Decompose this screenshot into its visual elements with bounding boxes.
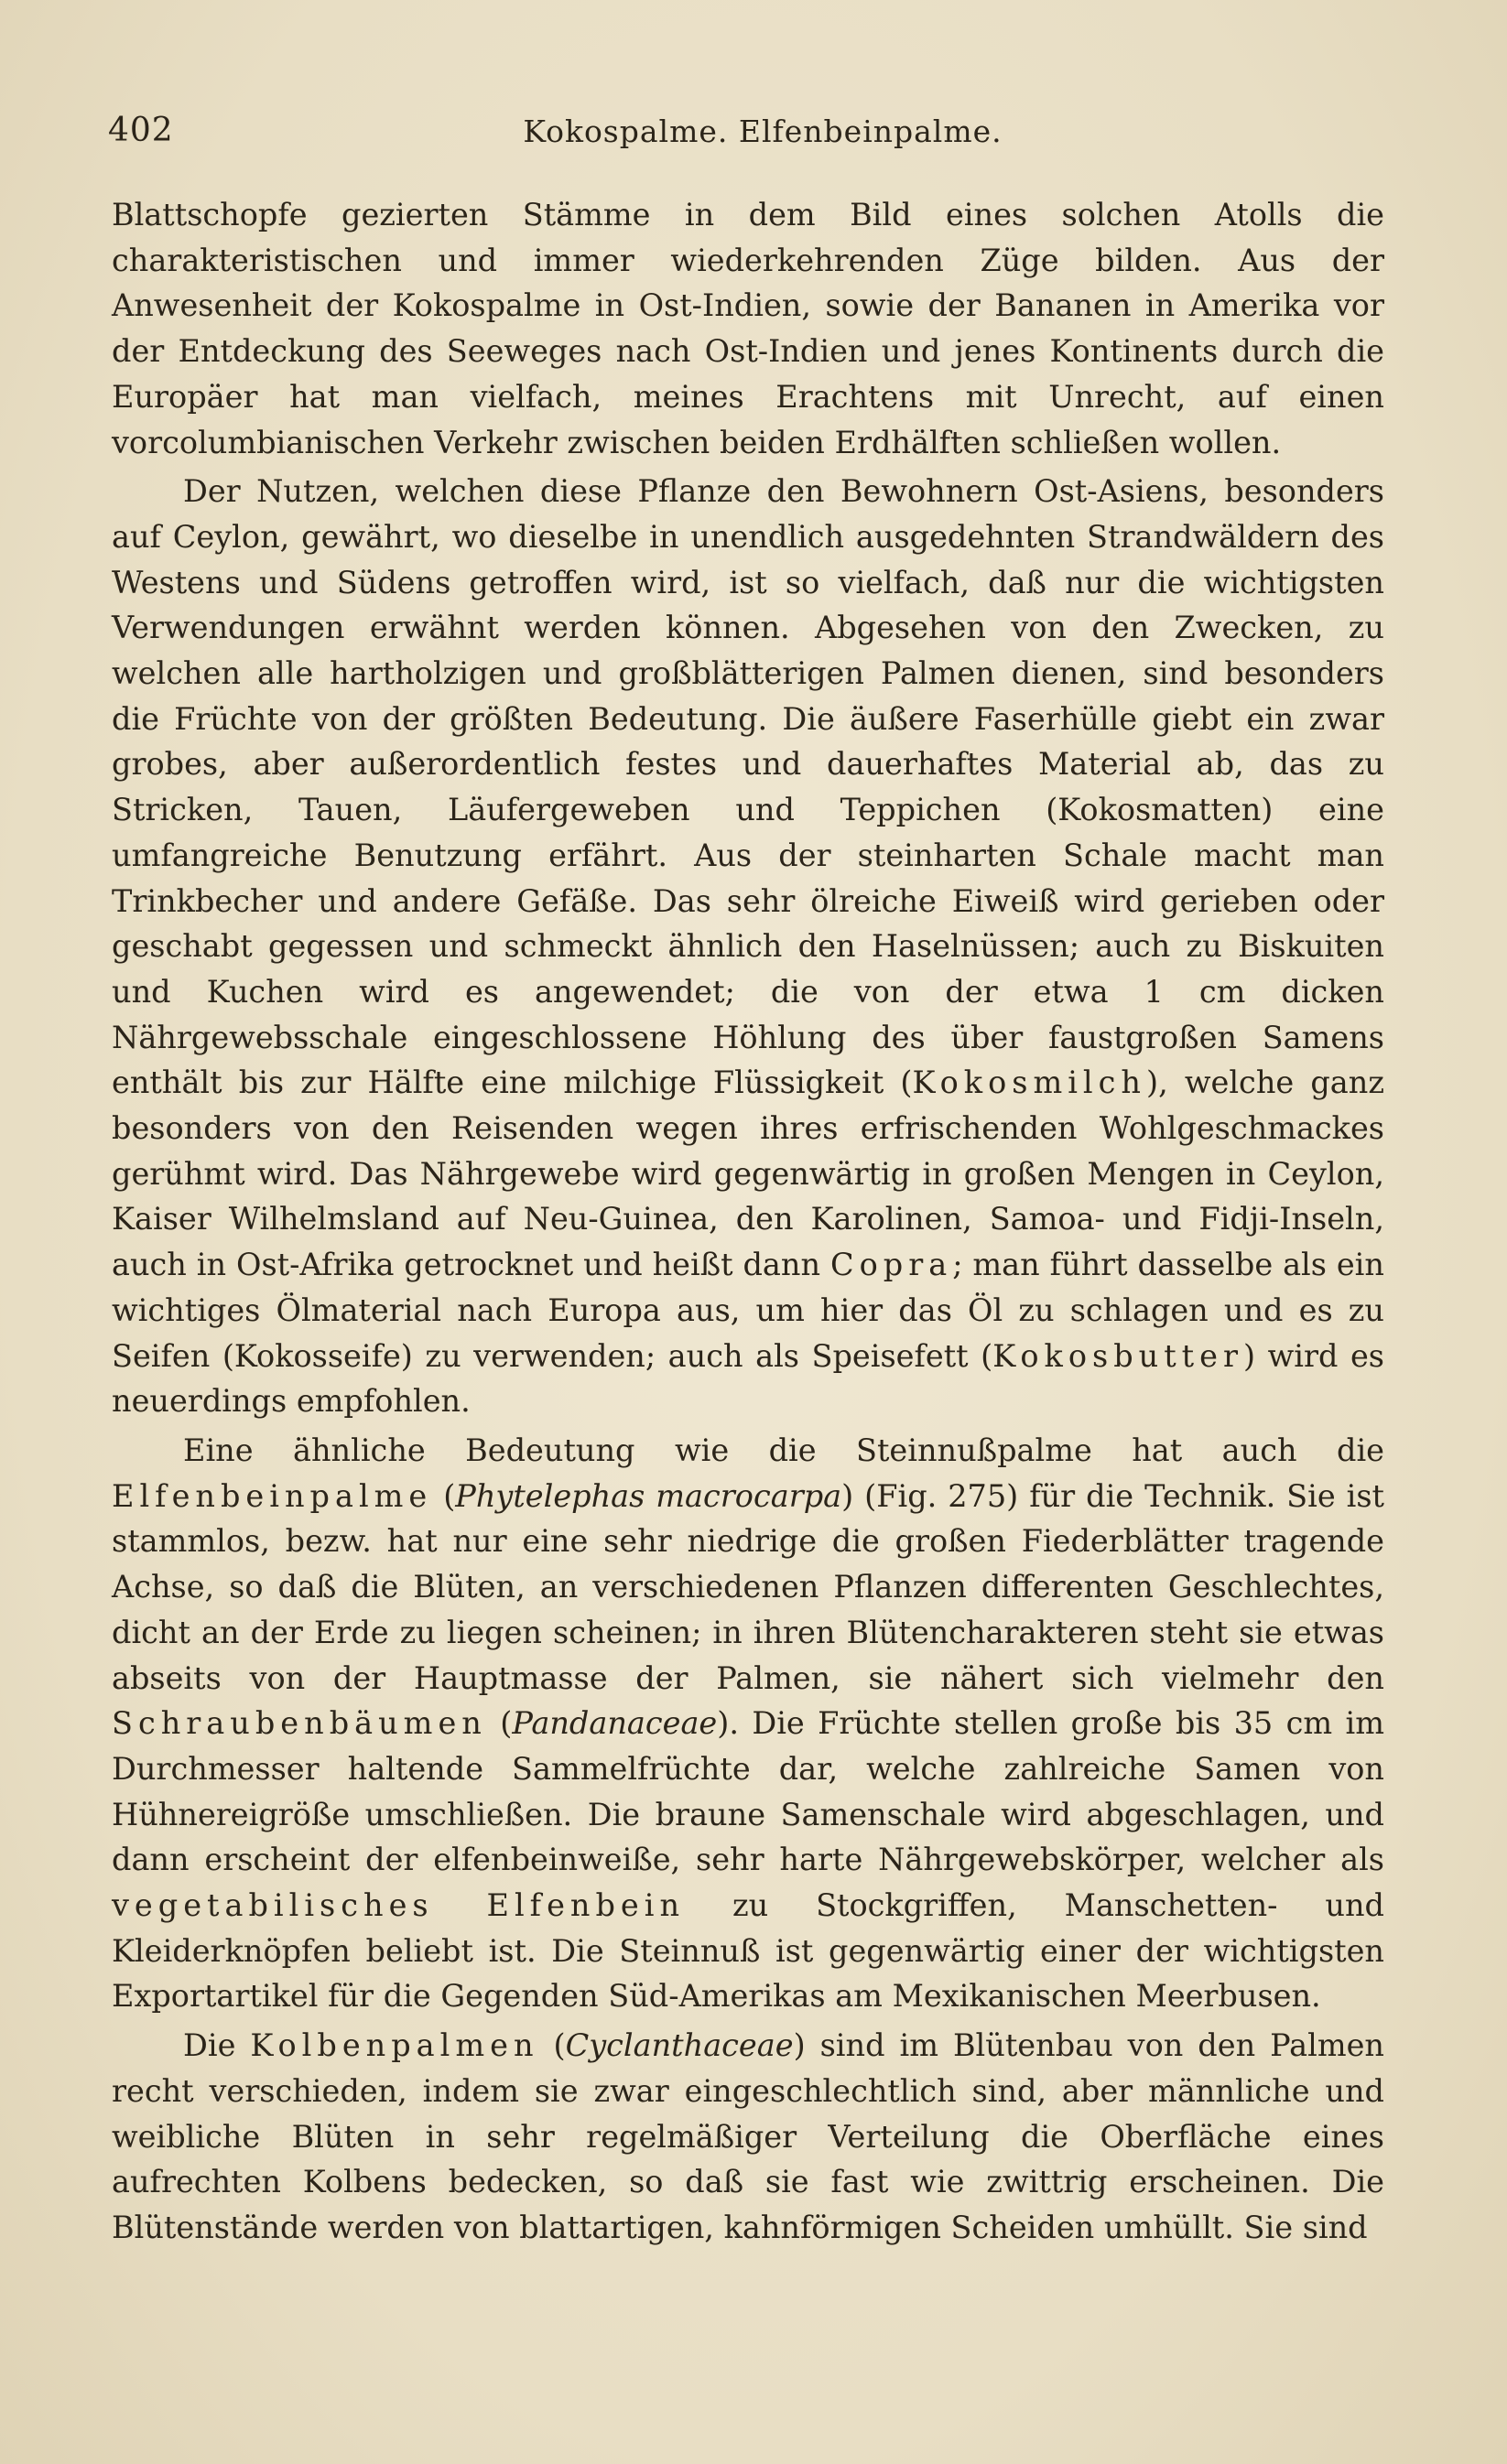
text-run: ) wird es neuerdings empfohlen. (112, 1337, 1384, 1420)
spaced-emphasis: Kokosbutter (992, 1337, 1243, 1374)
page-number: 402 (108, 112, 174, 149)
paragraph (112, 192, 1384, 465)
spaced-emphasis: Kokosmilch (912, 1064, 1146, 1101)
spaced-emphasis: Copra (829, 1247, 953, 1283)
paragraph (112, 469, 1384, 1424)
text-run: Eine ähnliche Bedeutung wie die Steinnußpalme hat auch die (183, 1432, 1384, 1468)
paragraph (112, 2023, 1384, 2251)
text-run: ) sind im Blütenbau von den Palmen recht verschieden, indem sie zwar eingeschlechtlich sind, aber männliche und weibliche Blüten in sehr regelmäßiger Verteilung die Oberfläche eines aufrechten Kolbens bedecken, so daß sie fast wie zwittrig erscheinen. Die Blütenstände werden von blattartigen, kahnförmigen Scheiden umhüllt. Sie sind (112, 2027, 1385, 2245)
latin-name: Cyclanthaceae (565, 2027, 794, 2064)
running-title: Kokospalme. Elfenbeinpalme. (523, 113, 1003, 149)
text-run: Der Nutzen, welchen diese Pflanze den Bewohnern Ost-Asiens, besonders auf Ceylon, gewährt, wo dieselbe in unendlich ausgedehnten Strandwäldern des Westens und Südens getroffen wird, ist so vielfach, daß nur die wichtigsten Verwendungen erwähnt werden können. Abgesehen von den Zwecken, zu welchen alle hartholzigen und großblätterigen Palmen dienen, sind besonders die Früchte von der größten Bedeutung. Die äußere Faserhülle giebt ein zwar grobes, aber außerordentlich festes und dauerhaftes Material ab, das zu Stricken, Tauen, Läufergeweben und Teppichen (Kokosmatten) eine umfangreiche Benutzung erfährt. Aus der steinharten Schale macht man Trinkbecher und andere Gefäße. Das sehr ölreiche Eiweiß wird gerieben oder geschabt gegessen und schmeckt ähnlich den Haselnüssen; auch zu Biskuiten und Kuchen wird es angewendet; die von der etwa 1 cm dicken Nährgewebsschale eingeschlossene Höhlung des über faustgroßen Samens enthält bis zur Hälfte eine milchige Flüssigkeit ( (112, 473, 1384, 1101)
text-run: ). Die Früchte stellen große bis 35 cm im Durchmesser haltende Sammelfrüchte dar, welche zahlreiche Samen von Hühnereigröße umschließen. Die braune Samenschale wird abgeschlagen, und dann erscheint der elfenbeinweiße, sehr harte Nährgewebskörper, welcher als (112, 1705, 1384, 1878)
text-run: ; man führt dasselbe als ein wichtiges Ölmaterial nach Europa aus, um hier das Öl zu schlagen und es zu Seifen (Kokosseife) zu verwenden; auch als Speisefett ( (112, 1247, 1384, 1374)
text-run: Die (183, 2027, 251, 2064)
text-run: ), welche ganz besonders von den Reisenden wegen ihres erfrischenden Wohlgeschmackes gerühmt wird. Das Nährgewebe wird gegenwärtig in großen Mengen in Ceylon, Kaiser Wilhelmsland auf Neu-Guinea, den Karolinen, Samoa- und Fidji-Inseln, auch in Ost-Afrika getrocknet und heißt dann (112, 1064, 1384, 1283)
spaced-emphasis: Elfenbeinpalme (112, 1477, 433, 1514)
text-run: ( (486, 1705, 513, 1742)
body-text (112, 192, 1384, 2251)
spaced-emphasis: vegetabilisches Elfenbein (112, 1887, 686, 1924)
latin-name: Phytelephas macrocarpa (455, 1477, 842, 1514)
spaced-emphasis: Schraubenbäumen (112, 1705, 487, 1742)
text-run: ) (Fig. 275) für die Technik. Sie ist stammlos, bezw. hat nur eine sehr niedrige die großen Fiederblätter tragende Achse, so daß die Blüten, an verschiedenen Pflanzen differenten Geschlechtes, dicht an der Erde zu liegen scheinen; in ihren Blütencharakteren steht sie etwas abseits von der Hauptmasse der Palmen, sie nähert sich vielmehr den (112, 1477, 1384, 1696)
text-run: ( (432, 1477, 456, 1514)
text-run: Blattschopfe gezierten Stämme in dem Bild eines solchen Atolls die charakteristischen und immer wiederkehrenden Züge bilden. Aus der Anwesenheit der Kokospalme in Ost-Indien, sowie der Bananen in Amerika vor der Entdeckung des Seeweges nach Ost-Indien und jenes Kontinents durch die Europäer hat man vielfach, meines Erachtens mit Unrecht, auf einen vorcolumbianischen Verkehr zwischen beiden Erdhälften schließen wollen. (112, 197, 1384, 460)
latin-name: Pandanaceae (512, 1705, 718, 1742)
text-run: zu Stockgriffen, Manschetten- und Kleiderknöpfen beliebt ist. Die Steinnuß ist gegenwärtig einer der wichtigsten Exportartikel für die Gegenden Süd-Amerikas am Mexikanischen Meerbusen. (112, 1887, 1384, 2015)
page-header (108, 112, 1381, 157)
paragraph (112, 1428, 1384, 2019)
spaced-emphasis: Kolbenpalmen (250, 2027, 539, 2064)
text-run: ( (538, 2027, 566, 2064)
